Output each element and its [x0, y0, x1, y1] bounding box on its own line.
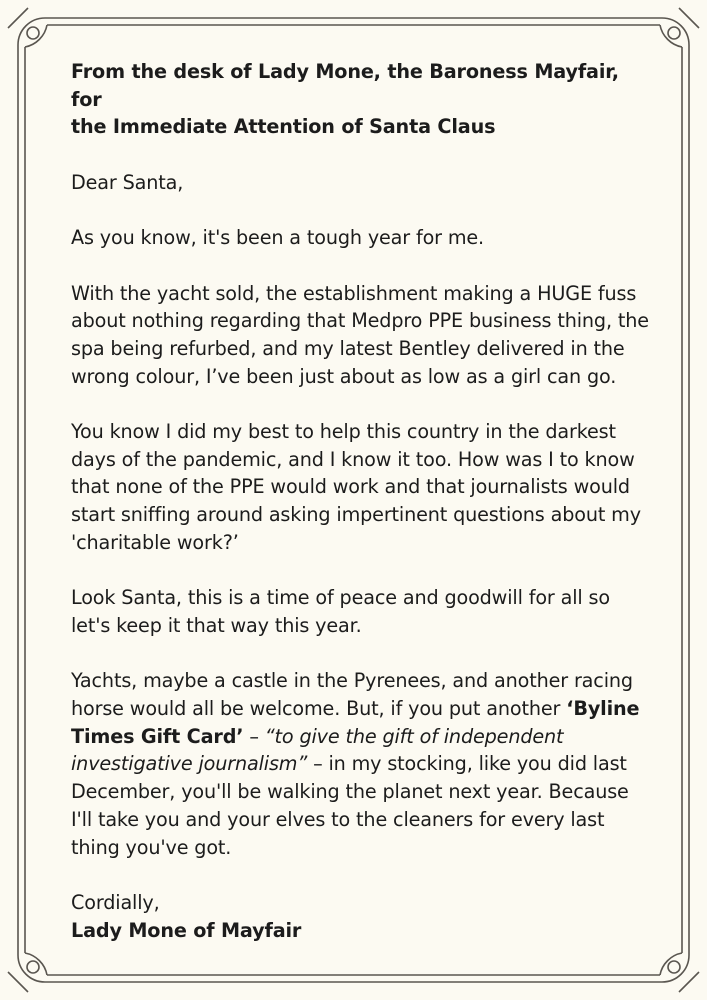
paragraph-1: As you know, it's been a tough year for me. — [71, 226, 485, 250]
closing-block — [71, 889, 651, 944]
salutation: Dear Santa, — [71, 170, 184, 194]
letter-heading — [71, 58, 651, 141]
paragraph-3: You know I did my best to help this country in the darkest days of the pandemic, and I know it too. How was I to know that none of the PPE would work and that journalists would start sniffing around asking impertinent questions about my 'charitable work?’ — [71, 420, 641, 554]
letter-body — [71, 58, 651, 944]
paragraph-2: With the yacht sold, the establishment making a HUGE fuss about nothing regarding that Medpro PPE business thing, the spa being refurbed, and my latest Bentley delivered in the wrong colour, I’ve been just about as low as a girl can go. — [71, 281, 649, 388]
heading-line-2: the Immediate Attention of Santa Claus — [71, 115, 496, 139]
closing: Cordially, — [71, 890, 160, 914]
signature: Lady Mone of Mayfair — [71, 918, 302, 942]
paragraph-5-dash-1: – — [243, 724, 265, 748]
gift-card-tagline: “to give the gift of independent investigative journalism” — [71, 724, 564, 776]
paragraph-5 — [71, 667, 651, 861]
paragraph-5-part-1: Yachts, maybe a castle in the Pyrenees, and another racing horse would all be welcome. But, if you put another — [71, 669, 633, 721]
paragraph-4: Look Santa, this is a time of peace and goodwill for all so let's keep it that way this year. — [71, 586, 610, 637]
heading-line-1: From the desk of Lady Mone, the Baroness Mayfair, for — [71, 60, 619, 111]
gift-card-name: ‘Byline Times Gift Card’ — [71, 697, 640, 748]
paragraph-5-part-2: – in my stocking, like you did last December, you'll be walking the planet next year. Because I'll take you and your elves to the cleaners for every last thing you've got. — [71, 752, 629, 859]
